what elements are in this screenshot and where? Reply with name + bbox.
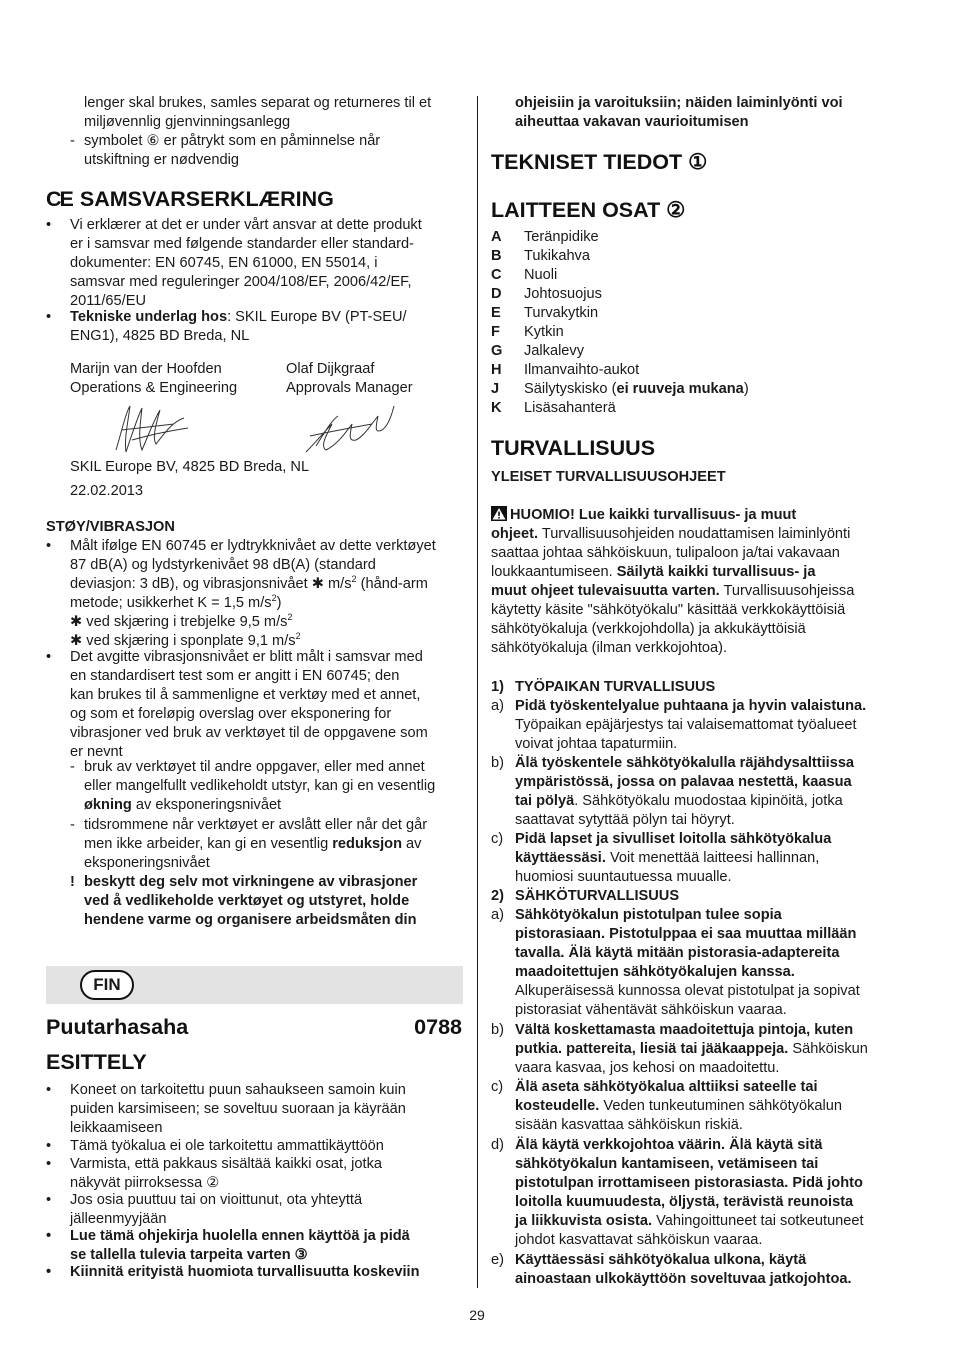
signatory-2	[286, 360, 464, 398]
text-line: Varmista, että pakkaus sisältää kaikki osat, jotka	[70, 1156, 383, 1172]
superscript: 2	[351, 574, 357, 584]
text-line: eksponeringsnivået	[84, 855, 210, 871]
text-line: dokumenter: EN 60745, EN 61000, EN 55014, i	[70, 255, 378, 271]
bullet: •	[46, 1082, 52, 1098]
text-line: jälleenmyyjään	[70, 1211, 167, 1227]
text-line: ved å vedlikeholde verktøyet og utstyret, holde	[84, 893, 410, 909]
rule-label: c)	[491, 831, 504, 847]
text-span: Turvallisuusohjeiden noudattamisen laiminlyönti	[538, 526, 851, 542]
column-divider	[477, 96, 478, 1288]
exclamation-icon: !	[70, 874, 75, 890]
part-label: Teränpidike	[524, 229, 599, 245]
text-line: Det avgitte vibrasjonsnivået er blitt målt i samsvar med	[70, 649, 423, 665]
heading-esittely: ESITTELY	[46, 1050, 147, 1074]
bullet: •	[46, 538, 52, 554]
part-key: E	[491, 305, 501, 321]
text-span: Sähköiskun	[788, 1041, 868, 1057]
text-line: Tämä työkalua ei ole tarkoitettu ammattikäyttöön	[70, 1138, 384, 1154]
warning-triangle-icon	[491, 506, 507, 521]
bullet: •	[46, 1228, 52, 1244]
text-span: Vahingoittuneet tai sotkeutuneet	[652, 1213, 864, 1229]
text-line: Älä käytä verkkojohtoa väärin. Älä käytä sitä	[515, 1137, 823, 1153]
dash-bullet: -	[70, 133, 75, 149]
text-line: er nevnt	[70, 744, 123, 760]
text-line: er i samsvar med følgende standarder eller standard-	[70, 236, 414, 252]
text-line: tidsrommene når verktøyet er avslått eller når det går	[84, 817, 428, 833]
rule-label: a)	[491, 698, 504, 714]
warning-paragraph	[491, 506, 909, 658]
text-line: ohjeisiin ja varoituksiin; näiden laiminlyönti voi	[515, 95, 843, 111]
text-line: symbolet ⑥ er påtrykt som en påminnelse når	[84, 133, 381, 149]
bullet: •	[46, 309, 52, 325]
text-span: Voit menettää laitteesi hallinnan,	[605, 850, 820, 866]
heading-laitteen-osat: LAITTEEN OSAT ②	[491, 198, 686, 222]
dash-bullet: -	[70, 817, 75, 833]
text-line: ENG1), 4825 BD Breda, NL	[70, 328, 250, 344]
heading-stoy-vibrasjon: STØY/VIBRASJON	[46, 519, 175, 535]
bullet: •	[46, 649, 52, 665]
text-line: eller mangelfullt vedlikeholdt utstyr, kan gi en vesentlig	[84, 778, 436, 794]
text-span: : SKIL Europe BV (PT-SEU/	[227, 309, 407, 325]
dash-bullet: -	[70, 759, 75, 775]
bullet: •	[46, 1264, 52, 1280]
superscript: 2	[271, 593, 277, 603]
text-line: pistorasiat vähentävät sähköiskun vaaraa.	[515, 1002, 787, 1018]
rule-label: e)	[491, 1252, 504, 1268]
text-line: Pidä työskentelyalue puhtaana ja hyvin valaistuna.	[515, 698, 867, 714]
part-label: Nuoli	[524, 267, 558, 283]
rule-label: b)	[491, 755, 504, 771]
text-line: Työpaikan epäjärjestys tai valaisemattomat työalueet	[515, 717, 857, 733]
text-line: pistotulpan irrottamiseen pistorasiasta. Pidä johto	[515, 1175, 863, 1191]
text-span: HUOMIO! Lue kaikki turvallisuus- ja muut	[510, 507, 797, 523]
text-line: beskytt deg selv mot virkningene av vibrasjoner	[84, 874, 418, 890]
text-line: sähkötyökaluja (verkkojohdolla) ja akkukäyttöisiä	[491, 621, 806, 637]
part-label: Ilmanvaihto-aukot	[524, 362, 640, 378]
text-span: Turvallisuusohjeissa	[719, 583, 855, 599]
bold-text: tai pölyä	[515, 793, 575, 809]
text-line: aiheuttaa vakavan vaurioitumisen	[515, 114, 749, 130]
text-line: sähkötyökaluja (ilman verkkojohtoa).	[491, 640, 728, 656]
heading-yleiset: YLEISET TURVALLISUUSOHJEET	[491, 469, 726, 485]
text-line: huomiosi suuntautuessa muualle.	[515, 869, 732, 885]
bullet: •	[46, 1138, 52, 1154]
text-line: sähkötyökalun kantamiseen, vetämiseen tai	[515, 1156, 819, 1172]
part-label: Tukikahva	[524, 248, 590, 264]
heading-text: SAMSVARSERKLÆRING	[79, 187, 334, 211]
signatory-name: Olaf Dijkgraaf	[286, 361, 375, 377]
superscript: 2	[295, 631, 301, 641]
part-key: H	[491, 362, 502, 378]
part-label: Kytkin	[524, 324, 564, 340]
text-span: Säilytyskisko (	[524, 381, 617, 397]
section-title: TYÖPAIKAN TURVALLISUUS	[515, 679, 716, 695]
part-key: F	[491, 324, 500, 340]
heading-turvallisuus: TURVALLISUUS	[491, 436, 656, 460]
bold-text: ohjeet.	[491, 526, 539, 542]
text-line: Vi erklærer at det er under vårt ansvar at dette produkt	[70, 217, 422, 233]
text-line: Sähkötyökalun pistotulpan tulee sopia	[515, 907, 782, 923]
text-span: )	[276, 595, 282, 611]
text-line: Lue tämä ohjekirja huolella ennen käyttöä ja pidä	[70, 1228, 410, 1244]
text-line: bruk av verktøyet til andre oppgaver, eller med annet	[84, 759, 425, 775]
rule-label: c)	[491, 1079, 504, 1095]
text-span: metode; usikkerhet K = 1,5 m/s	[70, 595, 272, 611]
bullet: •	[46, 1192, 52, 1208]
bold-text: käyttäessäsi.	[515, 850, 606, 866]
bullet: •	[46, 1156, 52, 1172]
disposal-continuation	[84, 94, 464, 132]
part-key: K	[491, 400, 502, 416]
part-key: B	[491, 248, 502, 264]
text-line: ympäristössä, jossa on palavaa nestettä, kaasua	[515, 774, 852, 790]
text-span: deviasjon: 3 dB), og vibrasjonsnivået ✱ m/s	[70, 576, 352, 592]
text-span: av	[402, 836, 422, 852]
heading-samsvarserklaering	[46, 186, 464, 212]
heading-tekniset-tiedot: TEKNISET TIEDOT ①	[491, 150, 708, 174]
text-line: Älä aseta sähkötyökalua alttiiksi sateelle tai	[515, 1079, 818, 1095]
text-line: näkyvät piirroksessa ②	[70, 1175, 220, 1191]
text-line: Älä työskentele sähkötyökalulla räjähdysalttiissa	[515, 755, 855, 771]
text-line: loitolla kuumuudesta, öljystä, terävistä reunoista	[515, 1194, 854, 1210]
text-line: Alkuperäisessä kunnossa olevat pistotulpat ja sopivat	[515, 983, 860, 999]
text-line: puiden karsimiseen; se soveltuu suoraan ja käyrään	[70, 1101, 406, 1117]
text-line: saattavat sytyttää pölyn tai höyryt.	[515, 812, 735, 828]
section-title: SÄHKÖTURVALLISUUS	[515, 888, 680, 904]
signatory-title: Operations & Engineering	[70, 380, 238, 396]
safety-continuation	[515, 94, 909, 132]
part-key: G	[491, 343, 503, 359]
text-line: tavalla. Älä käytä mitään pistorasia-adaptereita	[515, 945, 840, 961]
text-line: Vältä koskettamasta maadoitettuja pintoja, kuten	[515, 1022, 854, 1038]
signatory-name: Marijn van der Hoofden	[70, 361, 222, 377]
text-line: käytetty käsite "sähkötyökalu" käsittää verkkokäyttöisiä	[491, 602, 846, 618]
text-line: Jos osia puuttuu tai on vioittunut, ota yhteyttä	[70, 1192, 363, 1208]
text-line: sisään kasvattaa sähköiskun riskiä.	[515, 1117, 743, 1133]
text-line: lenger skal brukes, samles separat og returneres til et	[84, 95, 432, 111]
page-number: 29	[469, 1307, 485, 1323]
text-span: )	[743, 381, 749, 397]
rule-label: b)	[491, 1022, 504, 1038]
text-line: ainoastaan ulkokäyttöön soveltuvaa jatkojohtoa.	[515, 1271, 852, 1287]
declaration-date: 22.02.2013	[70, 483, 144, 499]
section-number: 2)	[491, 888, 504, 904]
signature-2-icon	[302, 402, 398, 458]
text-line: 87 dB(A) og lydstyrkenivået 98 dB(A) (standard	[70, 557, 376, 573]
language-band	[46, 966, 463, 1004]
text-span: av eksponeringsnivået	[131, 797, 282, 813]
bold-text: økning	[84, 797, 132, 813]
text-line: Pidä lapset ja sivulliset loitolla sähkötyökalua	[515, 831, 832, 847]
part-label: Lisäsahanterä	[524, 400, 616, 416]
bullet: •	[46, 217, 52, 233]
rule-label: d)	[491, 1137, 504, 1153]
text-line: vaara kasvaa, jos kehosi on maadoitettu.	[515, 1060, 780, 1076]
text-line: Målt ifølge EN 60745 er lydtrykknivået av dette verktøyet	[70, 538, 436, 554]
text-line: utskiftning er nødvendig	[84, 152, 239, 168]
bold-text: reduksjon	[332, 836, 402, 852]
part-key: J	[491, 381, 500, 397]
text-span: . Sähkötyökalu muodostaa kipinöitä, jotka	[574, 793, 843, 809]
text-line: og som et foreløpig overslag over eksponering for	[70, 706, 392, 722]
bold-text: Säilytä kaikki turvallisuus- ja	[616, 564, 816, 580]
part-label	[524, 380, 749, 399]
text-line: Koneet on tarkoitettu puun sahaukseen samoin kuin	[70, 1082, 406, 1098]
text-line: vibrasjoner ved bruk av verktøyet til de oppgavene som	[70, 725, 428, 741]
text-line: miljøvennlig gjenvinningsanlegg	[84, 114, 291, 130]
text-line: leikkaamiseen	[70, 1120, 163, 1136]
part-key: A	[491, 229, 502, 245]
superscript: 2	[287, 612, 293, 622]
bold-label: Tekniske underlag hos	[70, 309, 228, 325]
text-span: (hånd-arm	[356, 576, 428, 592]
text-span: Veden tunkeutuminen sähkötyökalun	[599, 1098, 842, 1114]
bold-text: muut ohjeet tulevaisuutta varten.	[491, 583, 720, 599]
text-line: pistorasiaan. Pistotulppaa ei saa muuttaa millään	[515, 926, 857, 942]
text-line: Käyttäessäsi sähkötyökalua ulkona, käytä	[515, 1252, 807, 1268]
text-line: samsvar med reguleringer 2004/108/EF, 2006/42/EF,	[70, 274, 412, 290]
product-code: 0788	[414, 1015, 462, 1039]
part-key: D	[491, 286, 502, 302]
text-line: saattaa johtaa sähköiskuun, tulipaloon ja/tai vakavaan	[491, 545, 840, 561]
text-line: hendene varme og organisere arbeidsmåten din	[84, 912, 417, 928]
part-label: Johtosuojus	[524, 286, 602, 302]
text-line: voivat johtaa tapaturmiin.	[515, 736, 678, 752]
bold-text: kosteudelle.	[515, 1098, 600, 1114]
part-label: Turvakytkin	[524, 305, 599, 321]
product-name: Puutarhasaha	[46, 1015, 189, 1039]
bold-text: ei ruuveja mukana	[616, 381, 744, 397]
text-line: 2011/65/EU	[70, 293, 146, 309]
signature-1-icon	[112, 400, 192, 456]
bold-text: ja liikkuvista osista.	[515, 1213, 653, 1229]
signatory-title: Approvals Manager	[286, 380, 413, 396]
text-line: Kiinnitä erityistä huomiota turvallisuutta koskeviin	[70, 1264, 420, 1280]
language-badge: FIN	[80, 970, 134, 1000]
text-span: loukkaantumiseen.	[491, 564, 617, 580]
bold-text: putkia. pattereita, liesiä tai jääkaappeja.	[515, 1041, 789, 1057]
part-key: C	[491, 267, 502, 283]
rule-label: a)	[491, 907, 504, 923]
ce-mark-icon: CE	[46, 187, 72, 211]
text-span: men ikke arbeider, kan gi en vesentlig	[84, 836, 333, 852]
part-label: Jalkalevy	[524, 343, 585, 359]
text-line: kan brukes til å sammenligne et verktøy med et annet,	[70, 687, 421, 703]
text-line: se tallella tulevia tarpeita varten ③	[70, 1247, 308, 1263]
product-title	[46, 1014, 464, 1040]
section-number: 1)	[491, 679, 504, 695]
text-line: en standardisert test som er angitt i EN 60745; den	[70, 668, 400, 684]
text-span: ✱ ved skjæring i trebjelke 9,5 m/s	[70, 614, 288, 630]
text-span: ✱ ved skjæring i sponplate 9,1 m/s	[70, 633, 296, 649]
text-line: maadoitettujen sähkötyökalujen kanssa.	[515, 964, 795, 980]
text-line: johdot kasvattavat sähköiskun vaaraa.	[515, 1232, 763, 1248]
company-address: SKIL Europe BV, 4825 BD Breda, NL	[70, 459, 310, 475]
